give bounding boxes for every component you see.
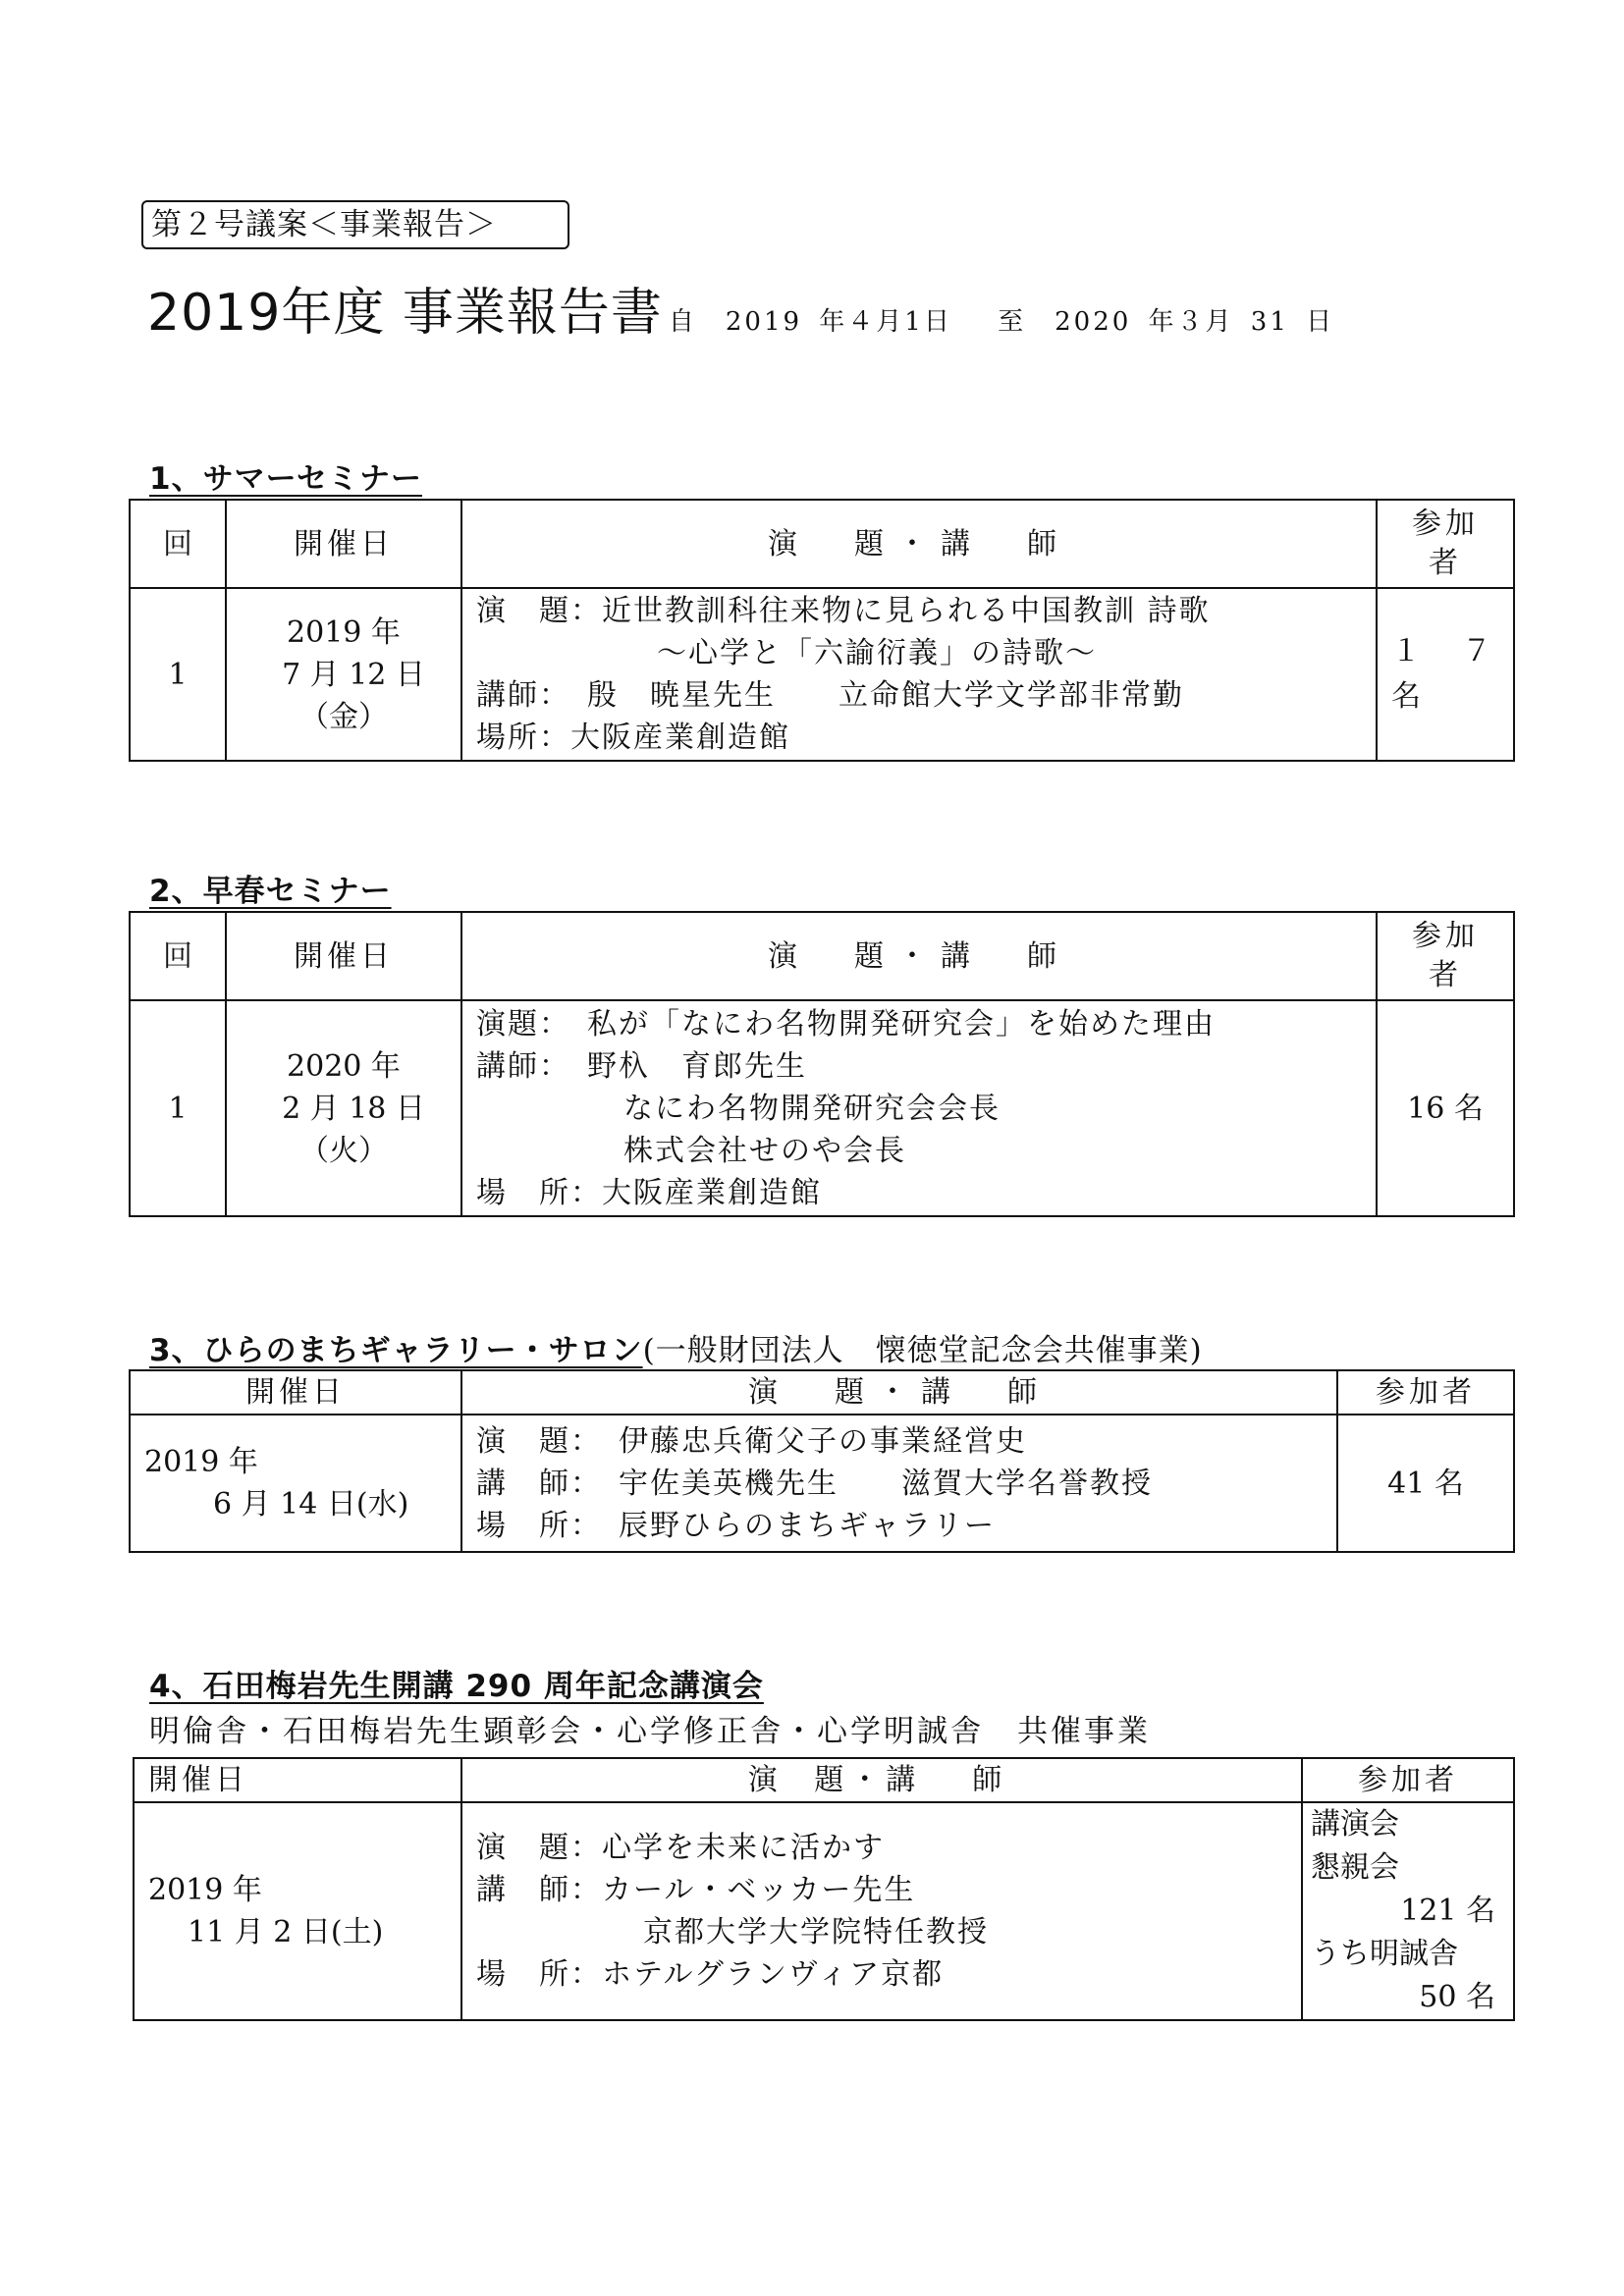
table-row — [134, 1802, 1514, 2020]
row-participants: 16 名 — [1377, 1000, 1514, 1216]
col-topic: 演 題・講 師 — [461, 500, 1377, 588]
section-3-heading: 3、ひらのまちギャラリー・サロン(一般財団法人 懐徳堂記念会共催事業) — [149, 1333, 1203, 1368]
row-date: 2019 年 11 月 2 日(土) — [134, 1802, 461, 2020]
table-header-row — [130, 912, 1514, 1000]
row-date: 2020 年 2 月 18 日 （火） — [226, 1000, 461, 1216]
section-4-heading: 4、石田梅岩先生開講 290 周年記念講演会 — [149, 1669, 764, 1704]
report-period: 自 2019 年４月1日 至 2020 年３月 31 日 — [668, 307, 1335, 337]
col-topic: 演 題・講 師 — [461, 912, 1377, 1000]
row-no: 1 — [130, 1000, 226, 1216]
row-participants: 講演会 懇親会 121 名 うち明誠舎 50 名 — [1302, 1802, 1514, 2020]
col-date: 開催日 — [226, 912, 461, 1000]
col-participants: 参加者 — [1377, 500, 1514, 588]
row-date: 2019 年 6 月 14 日(水) — [130, 1415, 461, 1552]
report-title: 2019年度 事業報告書 — [147, 284, 663, 343]
col-topic: 演 題・講 師 — [461, 1370, 1337, 1415]
section-4-table — [133, 1757, 1515, 2021]
row-topic: 演題： 私が「なにわ名物開発研究会」を始めた理由 講師： 野杁 育郎先生 なにわ名物開発研究会会長 株式会社せのや会長 場 所：大阪産業創造館 — [461, 1000, 1377, 1216]
col-date: 開催日 — [130, 1370, 461, 1415]
table-row — [130, 588, 1514, 761]
col-participants: 参加者 — [1377, 912, 1514, 1000]
section-2-heading: 2、早春セミナー — [149, 874, 392, 909]
row-participants: １ ７名 — [1377, 588, 1514, 761]
table-row — [130, 1415, 1514, 1552]
section-3-table — [129, 1369, 1515, 1553]
col-no: 回 — [130, 912, 226, 1000]
section-1-heading: 1、サマーセミナー — [149, 461, 422, 497]
row-no: 1 — [130, 588, 226, 761]
section-1-table — [129, 499, 1515, 762]
row-date: 2019 年 7 月 12 日 （金） — [226, 588, 461, 761]
col-participants: 参加者 — [1302, 1758, 1514, 1802]
table-header-row — [130, 1370, 1514, 1415]
row-topic: 演 題： 伊藤忠兵衛父子の事業経営史 講 師： 宇佐美英機先生 滋賀大学名誉教授 場 所： 辰野ひらのまちギャラリー — [461, 1415, 1337, 1552]
col-date: 開催日 — [134, 1758, 461, 1802]
row-topic: 演 題：近世教訓科往来物に見られる中国教訓 詩歌 ～心学と「六諭衍義」の詩歌～ 講師： 殷 暁星先生 立命館大学文学部非常勤 場所：大阪産業創造館 — [461, 588, 1377, 761]
table-header-row — [134, 1758, 1514, 1802]
row-participants: 41 名 — [1337, 1415, 1514, 1552]
col-participants: 参加者 — [1337, 1370, 1514, 1415]
section-2-table — [129, 911, 1515, 1217]
row-topic: 演 題：心学を未来に活かす 講 師：カール・ベッカー先生 京都大学大学院特任教授 場 所：ホテルグランヴィア京都 — [461, 1802, 1302, 2020]
table-header-row — [130, 500, 1514, 588]
col-no: 回 — [130, 500, 226, 588]
report-title-block — [147, 271, 1334, 345]
col-date: 開催日 — [226, 500, 461, 588]
col-topic: 演 題･講 師 — [461, 1758, 1302, 1802]
agenda-tag: 第２号議案＜事業報告＞ — [141, 200, 569, 249]
table-row — [130, 1000, 1514, 1216]
section-4-subheading: 明倫舎・石田梅岩先生顕彰会・心学修正舎・心学明誠舎 共催事業 — [149, 1714, 1151, 1749]
